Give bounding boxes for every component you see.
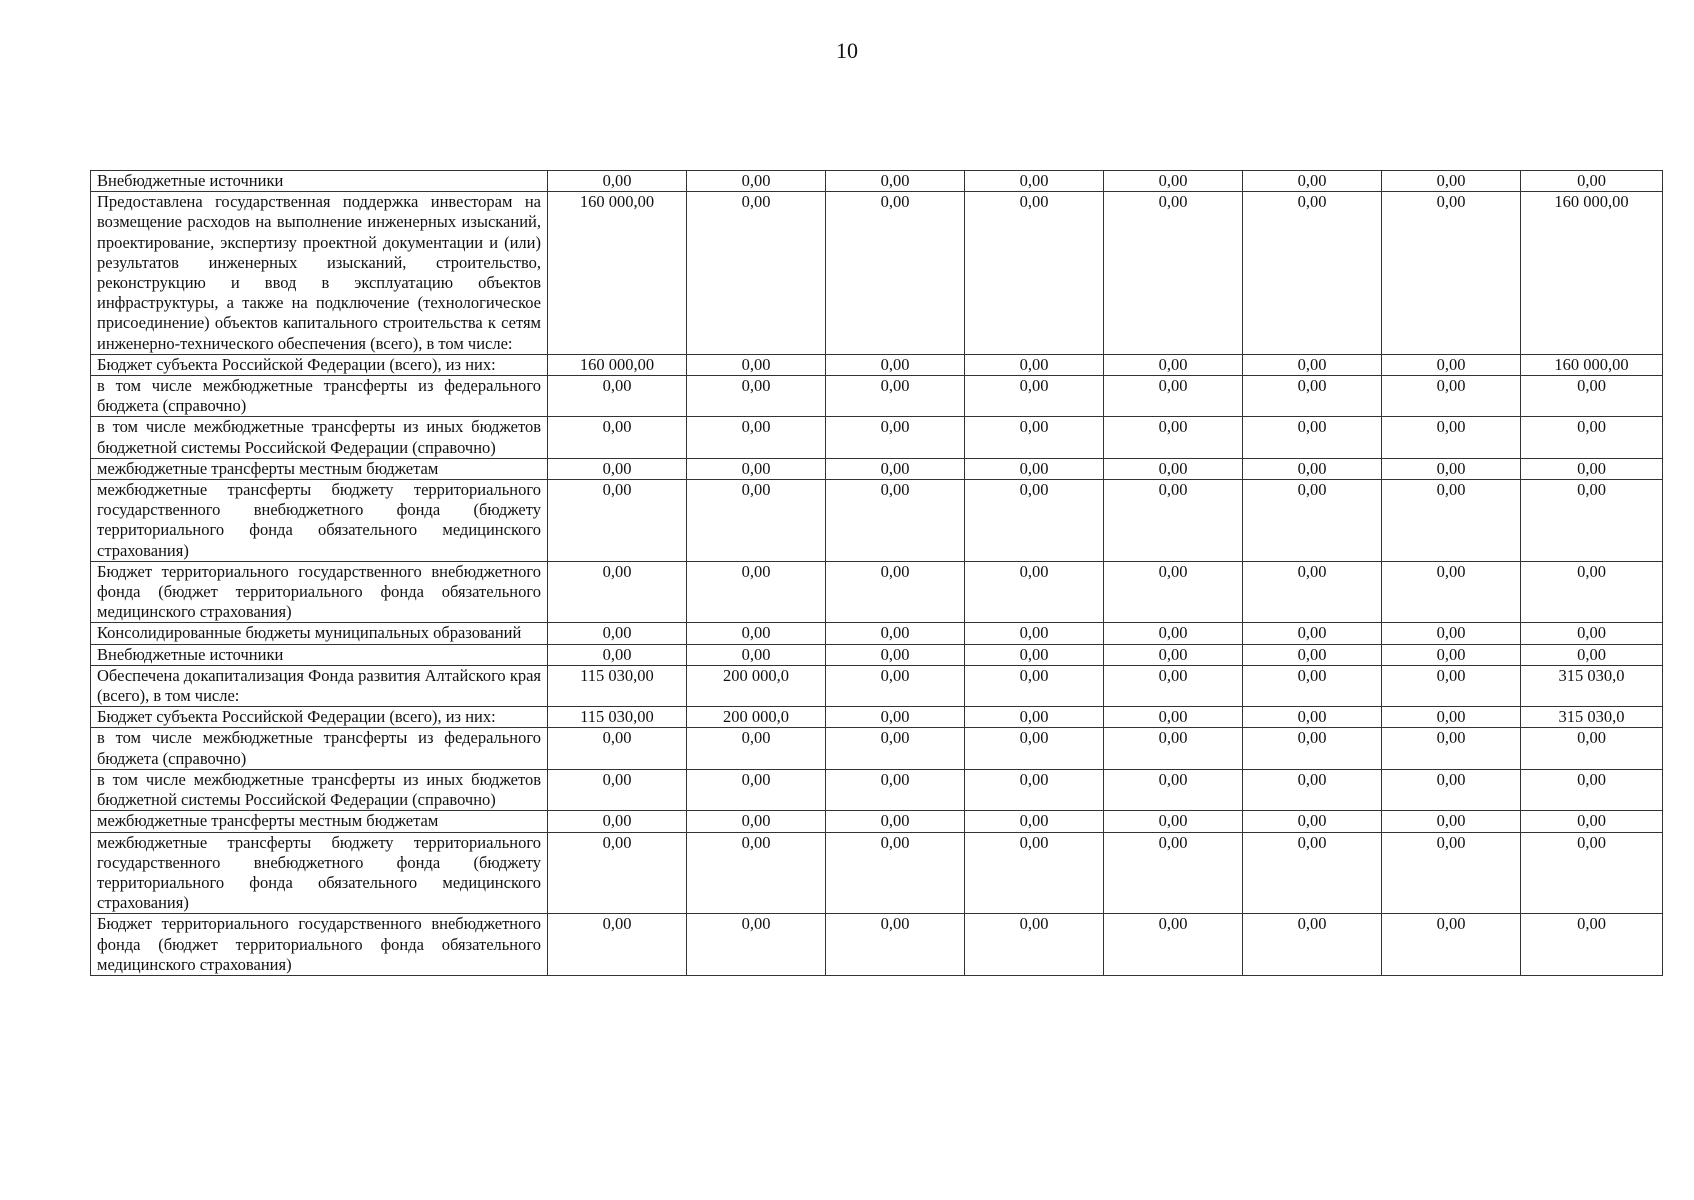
table-row [91,811,1663,832]
value-cell: 115 030,00 [548,665,687,706]
value-cell: 0,00 [687,480,826,562]
value-cell: 0,00 [1382,376,1521,417]
value-cell: 0,00 [1104,417,1243,458]
budget-table-body [91,171,1663,976]
value-cell: 0,00 [687,561,826,623]
value-cell: 0,00 [1104,769,1243,810]
value-cell: 0,00 [965,811,1104,832]
value-cell: 0,00 [1104,376,1243,417]
value-cell: 0,00 [1104,171,1243,192]
value-cell: 0,00 [1521,914,1663,976]
value-cell: 0,00 [687,644,826,665]
value-cell: 0,00 [826,832,965,914]
value-cell: 160 000,00 [548,192,687,355]
value-cell: 0,00 [965,728,1104,769]
value-cell: 0,00 [687,171,826,192]
value-cell: 0,00 [965,171,1104,192]
value-cell: 0,00 [548,171,687,192]
table-row [91,644,1663,665]
value-cell: 0,00 [1243,728,1382,769]
value-cell: 0,00 [548,417,687,458]
value-cell: 160 000,00 [1521,192,1663,355]
value-cell: 0,00 [1521,480,1663,562]
value-cell: 0,00 [1382,458,1521,479]
value-cell: 0,00 [965,458,1104,479]
value-cell: 0,00 [687,914,826,976]
value-cell: 0,00 [826,417,965,458]
value-cell: 0,00 [1382,914,1521,976]
row-label: Бюджет субъекта Российской Федерации (всего), из них: [91,354,548,375]
value-cell: 0,00 [965,644,1104,665]
value-cell: 0,00 [548,728,687,769]
value-cell: 200 000,0 [687,707,826,728]
value-cell: 0,00 [965,623,1104,644]
value-cell: 0,00 [826,171,965,192]
table-row [91,192,1663,355]
value-cell: 0,00 [1521,417,1663,458]
value-cell: 0,00 [1243,171,1382,192]
row-label: Бюджет территориального государственного внебюджетного фонда (бюджет территориального фонда обязательного медицинского страхования) [91,914,548,976]
value-cell: 0,00 [548,458,687,479]
row-label: Предоставлена государственная поддержка инвесторам на возмещение расходов на выполнение инженерных изысканий, проектирование, экспертизу проектной документации и (или) результатов инженерных изысканий, строительство, реконструкцию и ввод в эксплуатацию объектов инфраструктуры, а также на подключение (технологическое присоединение) объектов капитального строительства к сетям инженерно-технического обеспечения (всего), в том числе: [91,192,548,355]
value-cell: 0,00 [687,811,826,832]
value-cell: 0,00 [1521,458,1663,479]
page-number: 10 [836,38,858,63]
value-cell: 0,00 [965,665,1104,706]
value-cell: 0,00 [826,458,965,479]
value-cell: 0,00 [1243,707,1382,728]
value-cell: 0,00 [548,832,687,914]
value-cell: 0,00 [965,480,1104,562]
value-cell: 0,00 [965,354,1104,375]
value-cell: 0,00 [1104,914,1243,976]
row-label: межбюджетные трансферты бюджету территориального государственного внебюджетного фонда (бюджету территориального фонда обязательного медицинского страхования) [91,832,548,914]
value-cell: 0,00 [1243,769,1382,810]
value-cell: 0,00 [1104,480,1243,562]
row-label: межбюджетные трансферты местным бюджетам [91,458,548,479]
value-cell: 0,00 [826,644,965,665]
value-cell: 0,00 [826,561,965,623]
row-label: межбюджетные трансферты бюджету территориального государственного внебюджетного фонда (бюджету территориального фонда обязательного медицинского страхования) [91,480,548,562]
value-cell: 0,00 [826,811,965,832]
row-label: в том числе межбюджетные трансферты из иных бюджетов бюджетной системы Российской Федерации (справочно) [91,769,548,810]
value-cell: 0,00 [1104,623,1243,644]
row-label: межбюджетные трансферты местным бюджетам [91,811,548,832]
value-cell: 0,00 [1104,811,1243,832]
value-cell: 0,00 [1243,665,1382,706]
value-cell: 0,00 [1382,665,1521,706]
value-cell: 0,00 [1104,707,1243,728]
value-cell: 0,00 [965,707,1104,728]
table-row [91,665,1663,706]
value-cell: 315 030,0 [1521,707,1663,728]
value-cell: 0,00 [687,192,826,355]
value-cell: 0,00 [548,644,687,665]
value-cell: 0,00 [1521,561,1663,623]
value-cell: 0,00 [1243,192,1382,355]
value-cell: 200 000,0 [687,665,826,706]
value-cell: 0,00 [687,458,826,479]
value-cell: 0,00 [1382,354,1521,375]
value-cell: 0,00 [1521,376,1663,417]
value-cell: 0,00 [965,561,1104,623]
value-cell: 0,00 [826,914,965,976]
value-cell: 0,00 [1382,707,1521,728]
value-cell: 0,00 [965,417,1104,458]
value-cell: 0,00 [1243,914,1382,976]
table-row [91,354,1663,375]
value-cell: 0,00 [1382,832,1521,914]
value-cell: 0,00 [1104,728,1243,769]
value-cell: 0,00 [1243,458,1382,479]
value-cell: 0,00 [1104,458,1243,479]
value-cell: 0,00 [1243,561,1382,623]
value-cell: 0,00 [965,832,1104,914]
value-cell: 0,00 [1521,644,1663,665]
value-cell: 0,00 [1382,171,1521,192]
value-cell: 0,00 [1104,832,1243,914]
value-cell: 0,00 [1521,811,1663,832]
value-cell: 0,00 [1243,623,1382,644]
value-cell: 0,00 [548,480,687,562]
table-row [91,458,1663,479]
value-cell: 0,00 [1521,769,1663,810]
value-cell: 160 000,00 [548,354,687,375]
value-cell: 160 000,00 [1521,354,1663,375]
value-cell: 0,00 [1382,811,1521,832]
value-cell: 0,00 [687,376,826,417]
value-cell: 0,00 [1382,192,1521,355]
table-row [91,623,1663,644]
value-cell: 0,00 [965,914,1104,976]
row-label: в том числе межбюджетные трансферты из федерального бюджета (справочно) [91,728,548,769]
value-cell: 0,00 [1382,769,1521,810]
table-row [91,480,1663,562]
value-cell: 0,00 [826,665,965,706]
value-cell: 0,00 [1104,561,1243,623]
value-cell: 0,00 [548,914,687,976]
value-cell: 315 030,0 [1521,665,1663,706]
value-cell: 0,00 [1243,354,1382,375]
value-cell: 0,00 [1382,417,1521,458]
table-row [91,561,1663,623]
value-cell: 0,00 [1243,480,1382,562]
value-cell: 0,00 [1104,354,1243,375]
value-cell: 0,00 [687,728,826,769]
budget-table [90,170,1663,976]
row-label: Обеспечена докапитализация Фонда развития Алтайского края (всего), в том числе: [91,665,548,706]
value-cell: 0,00 [826,623,965,644]
value-cell: 0,00 [1521,728,1663,769]
table-row [91,769,1663,810]
value-cell: 0,00 [1104,192,1243,355]
table-row [91,728,1663,769]
value-cell: 0,00 [1382,728,1521,769]
value-cell: 0,00 [965,192,1104,355]
row-label: в том числе межбюджетные трансферты из иных бюджетов бюджетной системы Российской Федерации (справочно) [91,417,548,458]
value-cell: 0,00 [548,561,687,623]
value-cell: 0,00 [826,707,965,728]
value-cell: 0,00 [1243,811,1382,832]
value-cell: 0,00 [548,623,687,644]
value-cell: 0,00 [1104,665,1243,706]
table-row [91,376,1663,417]
value-cell: 0,00 [548,376,687,417]
value-cell: 0,00 [1521,171,1663,192]
row-label: Внебюджетные источники [91,171,548,192]
value-cell: 0,00 [1243,644,1382,665]
value-cell: 0,00 [826,769,965,810]
value-cell: 0,00 [687,769,826,810]
value-cell: 0,00 [965,769,1104,810]
value-cell: 0,00 [826,728,965,769]
value-cell: 0,00 [548,769,687,810]
value-cell: 0,00 [687,354,826,375]
row-label: Бюджет территориального государственного внебюджетного фонда (бюджет территориального фонда обязательного медицинского страхования) [91,561,548,623]
value-cell: 0,00 [965,376,1104,417]
value-cell: 0,00 [1382,480,1521,562]
value-cell: 0,00 [826,376,965,417]
row-label: Консолидированные бюджеты муниципальных образований [91,623,548,644]
value-cell: 0,00 [687,832,826,914]
value-cell: 0,00 [1104,644,1243,665]
value-cell: 0,00 [687,623,826,644]
value-cell: 0,00 [1521,832,1663,914]
table-row [91,417,1663,458]
value-cell: 0,00 [1243,832,1382,914]
table-row [91,171,1663,192]
value-cell: 0,00 [826,480,965,562]
value-cell: 0,00 [1382,561,1521,623]
row-label: Внебюджетные источники [91,644,548,665]
value-cell: 0,00 [826,192,965,355]
row-label: Бюджет субъекта Российской Федерации (всего), из них: [91,707,548,728]
table-row [91,832,1663,914]
value-cell: 115 030,00 [548,707,687,728]
value-cell: 0,00 [1243,376,1382,417]
value-cell: 0,00 [1243,417,1382,458]
table-row [91,914,1663,976]
value-cell: 0,00 [548,811,687,832]
value-cell: 0,00 [826,354,965,375]
row-label: в том числе межбюджетные трансферты из федерального бюджета (справочно) [91,376,548,417]
value-cell: 0,00 [1382,644,1521,665]
value-cell: 0,00 [1521,623,1663,644]
table-row [91,707,1663,728]
value-cell: 0,00 [1382,623,1521,644]
value-cell: 0,00 [687,417,826,458]
